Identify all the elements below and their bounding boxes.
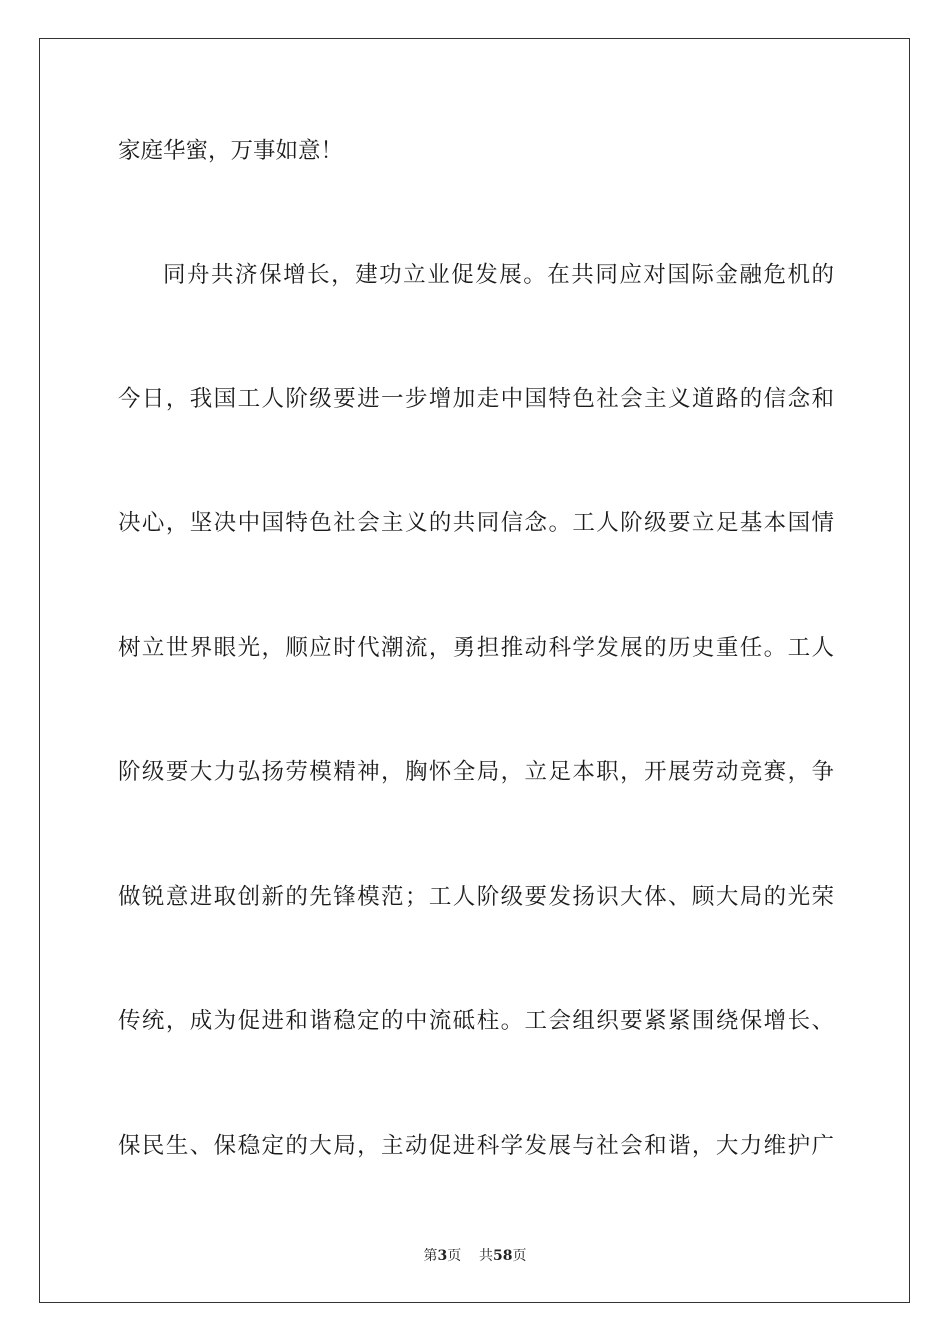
total-pages: 58: [493, 1248, 513, 1264]
text-line-7: 做锐意进取创新的先锋模范；工人阶级要发扬识大体、顾大局的光荣: [118, 884, 834, 910]
text-line-5: 树立世界眼光，顺应时代潮流，勇担推动科学发展的历史重任。工人: [118, 635, 834, 661]
text-line-9: 保民生、保稳定的大局，主动促进科学发展与社会和谐，大力维护广: [118, 1133, 834, 1159]
page-border: [39, 38, 910, 1303]
text-line-2: 同舟共济保增长，建功立业促发展。在共同应对国际金融危机的: [163, 262, 834, 288]
text-line-8: 传统，成为促进和谐稳定的中流砥柱。工会组织要紧紧围绕保增长、: [118, 1008, 834, 1034]
text-line-6: 阶级要大力弘扬劳模精神，胸怀全局，立足本职，开展劳动竞赛，争: [118, 759, 834, 785]
text-line-4: 决心，坚决中国特色社会主义的共同信念。工人阶级要立足基本国情: [118, 510, 834, 536]
total-suffix: 页: [512, 1248, 527, 1264]
text-line-3: 今日，我国工人阶级要进一步增加走中国特色社会主义道路的信念和: [118, 386, 834, 412]
text-line-1: 家庭华蜜，万事如意！: [118, 138, 344, 164]
total-prefix: 共: [479, 1248, 494, 1264]
page-suffix: 页: [447, 1248, 462, 1264]
page-prefix: 第: [423, 1248, 438, 1264]
page-number: 3: [437, 1248, 448, 1264]
page-footer: [0, 1247, 950, 1265]
